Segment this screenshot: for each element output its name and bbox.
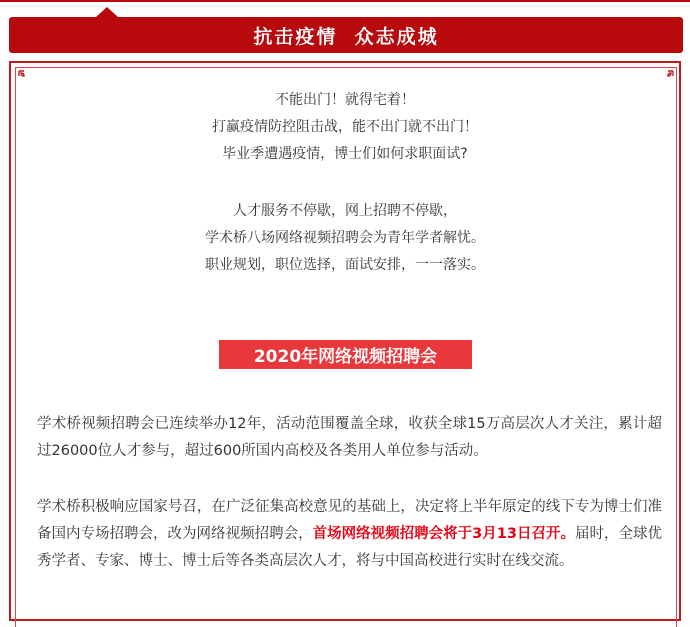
- highlight-text: 首场网络视频招聘会将于3月13日召开。: [312, 526, 575, 542]
- section-banner-title: 2020年网络视频招聘会: [253, 347, 438, 367]
- intro-line: 打赢疫情防控阻击战，能不出门就不出门！: [212, 119, 478, 135]
- intro-line: 职业规划，职位选择，面试安排，一一落实。: [205, 257, 485, 273]
- top-rule: [0, 0, 690, 2]
- section-banner: [219, 340, 472, 369]
- intro-line: 学术桥八场网络视频招聘会为青年学者解忧。: [205, 230, 485, 246]
- intro-line: 人才服务不停歇，网上招聘不停歇，: [233, 203, 457, 219]
- intro-line: 不能出门！就得宅着！: [275, 92, 415, 108]
- intro-line: 毕业季遭遇疫情，博士们如何求职面试?: [222, 146, 468, 162]
- header-title: 抗击疫情 众志成城: [253, 25, 439, 48]
- corner-ornament-icon: [662, 70, 676, 84]
- corner-ornament-icon: [18, 70, 32, 84]
- header-banner: [9, 17, 683, 53]
- body-paragraph-1: 学术桥视频招聘会已连续举办12年，活动范围覆盖全球，收获全球15万高层次人才关注，累计超过26000位人才参与，超过600所国内高校及各类用人单位参与活动。: [37, 416, 662, 459]
- intro-group-2: [0, 198, 690, 279]
- body-paragraph-2: [37, 494, 662, 575]
- intro-group-1: [0, 87, 690, 168]
- header-tab-notch: [96, 7, 118, 17]
- paragraph-text: 届时，全球优秀学者、专家、博士、博士后等各类高层次人才，将与中国高校进行实时在线交流。: [37, 526, 663, 569]
- paragraph-text: 学术桥积极响应国家号召，在广泛征集高校意见的基础上，决定将上半年原定的线下专为博士们准备国内专场招聘会，改为网络视频招聘会，: [37, 499, 662, 542]
